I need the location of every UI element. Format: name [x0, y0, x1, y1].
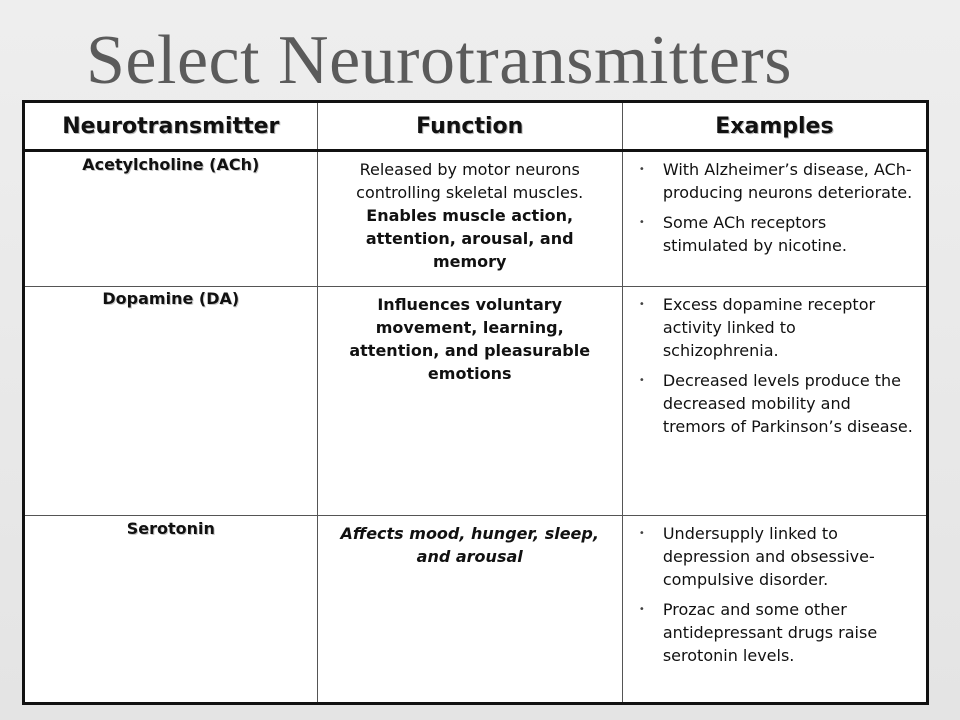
example-text: Decreased levels produce the decreased mobility and tremors of Parkinson’s disease. — [662, 371, 913, 436]
table-row — [24, 151, 928, 287]
header-neurotransmitter: Neurotransmitter — [24, 102, 318, 151]
list-item — [637, 158, 916, 204]
example-text: Excess dopamine receptor activity linked to schizophrenia. — [662, 295, 876, 360]
example-text: Undersupply linked to depression and obsessive-compulsive disorder. — [662, 524, 875, 589]
list-item — [637, 522, 916, 591]
function-cell — [317, 516, 622, 704]
function-text-bold: Influences voluntary movement, learning, attention, and pleasurable emotions — [349, 295, 591, 383]
bullet-icon: • — [638, 604, 645, 615]
list-item — [637, 598, 916, 667]
list-item — [637, 211, 916, 257]
neurotransmitter-name: Acetylcholine (ACh) — [24, 151, 318, 287]
header-examples: Examples — [622, 102, 927, 151]
example-text: Some ACh receptors stimulated by nicotine. — [662, 213, 847, 255]
list-item — [637, 293, 916, 362]
bullet-icon: • — [638, 528, 645, 539]
neurotransmitter-name: Serotonin — [24, 516, 318, 704]
function-text-bold: Affects mood, hunger, sleep, and arousal — [340, 524, 599, 566]
slide-title: Select Neurotransmitters — [86, 22, 792, 99]
header-function: Function — [317, 102, 622, 151]
header-row — [24, 102, 928, 151]
function-text: Released by motor neurons controlling skeletal muscles. — [356, 160, 584, 202]
example-text: Prozac and some other antidepressant drugs raise serotonin levels. — [662, 600, 878, 665]
bullet-icon: • — [638, 375, 645, 386]
examples-cell — [622, 287, 927, 516]
bullet-icon: • — [638, 299, 645, 310]
example-text: With Alzheimer’s disease, ACh-producing neurons deteriorate. — [662, 160, 913, 202]
neurotransmitter-table — [22, 100, 929, 705]
neurotransmitter-name: Dopamine (DA) — [24, 287, 318, 516]
table-row — [24, 516, 928, 704]
bullet-icon: • — [638, 164, 645, 175]
bullet-icon: • — [638, 217, 645, 228]
examples-cell — [622, 516, 927, 704]
list-item — [637, 369, 916, 438]
examples-list — [637, 522, 916, 667]
examples-cell — [622, 151, 927, 287]
function-cell — [317, 151, 622, 287]
examples-list — [637, 293, 916, 438]
examples-list — [637, 158, 916, 257]
table-row — [24, 287, 928, 516]
function-text-bold: Enables muscle action, attention, arousal, and memory — [365, 206, 574, 271]
function-cell — [317, 287, 622, 516]
